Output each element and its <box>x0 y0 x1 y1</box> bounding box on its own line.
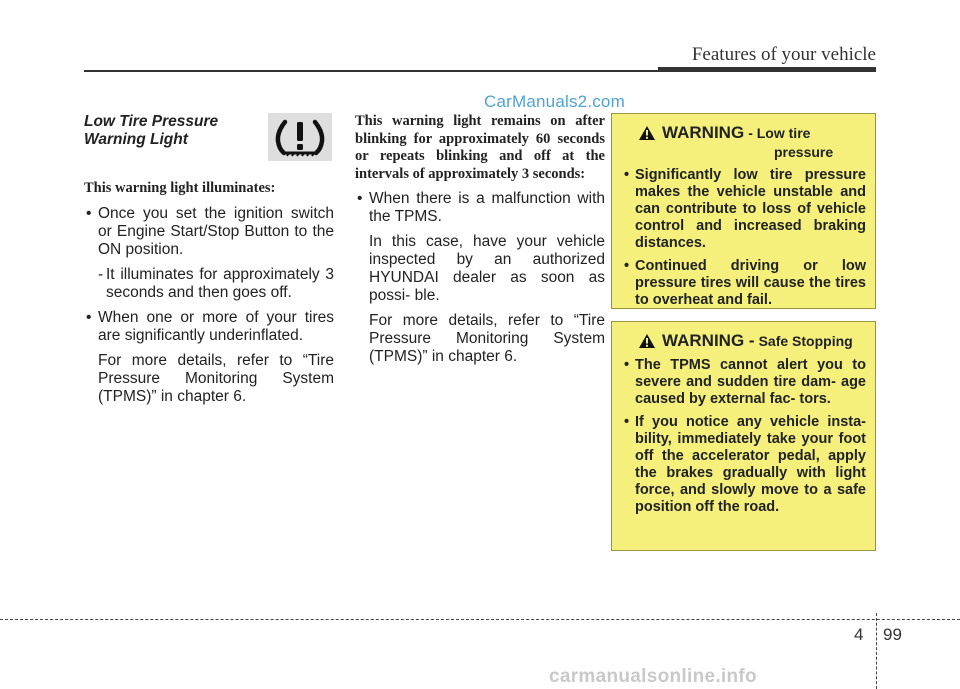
warning-item: • The TPMS cannot alert you to severe and sudden tire dam- age caused by external fac- tors. <box>621 357 866 408</box>
warning-word: WARNING - <box>662 331 755 350</box>
left-sub-note: - It illuminates for approximately 3 seconds and then goes off. <box>84 266 334 302</box>
header-rule-accent <box>658 67 876 72</box>
warning-header <box>612 114 875 161</box>
header-title: Features of your vehicle <box>691 44 876 65</box>
left-reference: For more details, refer to “Tire Pressure Monitoring System (TPMS)” in chapter 6. <box>98 351 334 405</box>
warning-item: • If you notice any vehicle insta- bility, immediately take your foot off the accelerator pedal, apply the brakes gradually with light force, and slowly move to a safe position off the road. <box>621 414 866 516</box>
warning-item: • Significantly low tire pressure makes the vehicle unstable and can contribute to loss of vehicle control and increased braking distances. <box>621 167 866 252</box>
left-bullet-ignition: • Once you set the ignition switch or Engine Start/Stop Button to the ON position. <box>84 205 334 259</box>
warning-list <box>612 351 875 516</box>
tpms-warning-icon <box>268 113 332 161</box>
middle-dealer-note: In this case, have your vehicle inspected by an authorized HYUNDAI dealer as soon as possi- ble. <box>369 233 605 304</box>
page-divider <box>876 613 877 689</box>
middle-bullet-malfunction: • When there is a malfunction with the TPMS. <box>355 190 605 226</box>
chapter-number: 4 <box>854 625 864 644</box>
warning-box-safe-stopping <box>611 321 876 551</box>
middle-column <box>355 113 605 366</box>
watermark-top[interactable]: CarManuals2.com <box>484 92 625 111</box>
warning-item: • Continued driving or low pressure tires will cause the tires to overheat and fail. <box>621 258 866 309</box>
warning-subtitle: Safe Stopping <box>758 333 853 349</box>
page-number: 99 <box>883 625 902 644</box>
left-intro: This warning light illuminates: <box>84 180 276 196</box>
warning-subtitle: - Low tire <box>748 125 811 141</box>
warning-triangle-icon <box>638 125 656 141</box>
warning-header <box>612 322 875 351</box>
watermark-bottom[interactable]: carmanualsonline.info <box>549 666 757 687</box>
warning-subtitle-cont: pressure <box>774 144 834 160</box>
warning-word: WARNING <box>662 123 745 142</box>
warning-list <box>612 161 875 309</box>
warning-triangle-icon <box>638 333 656 349</box>
middle-intro: This warning light remains on after blinking for approximately 60 seconds or repeats blinking and off at the intervals of approximately 3 seconds: <box>355 113 605 182</box>
footer-rule <box>0 619 960 620</box>
middle-reference: For more details, refer to “Tire Pressure Monitoring System (TPMS)” in chapter 6. <box>369 312 605 365</box>
section-title: Low Tire Pressure Warning Light <box>84 113 219 148</box>
left-bullet-underinflated: • When one or more of your tires are significantly underinflated. <box>84 309 334 345</box>
warning-box-low-tire <box>611 113 876 309</box>
